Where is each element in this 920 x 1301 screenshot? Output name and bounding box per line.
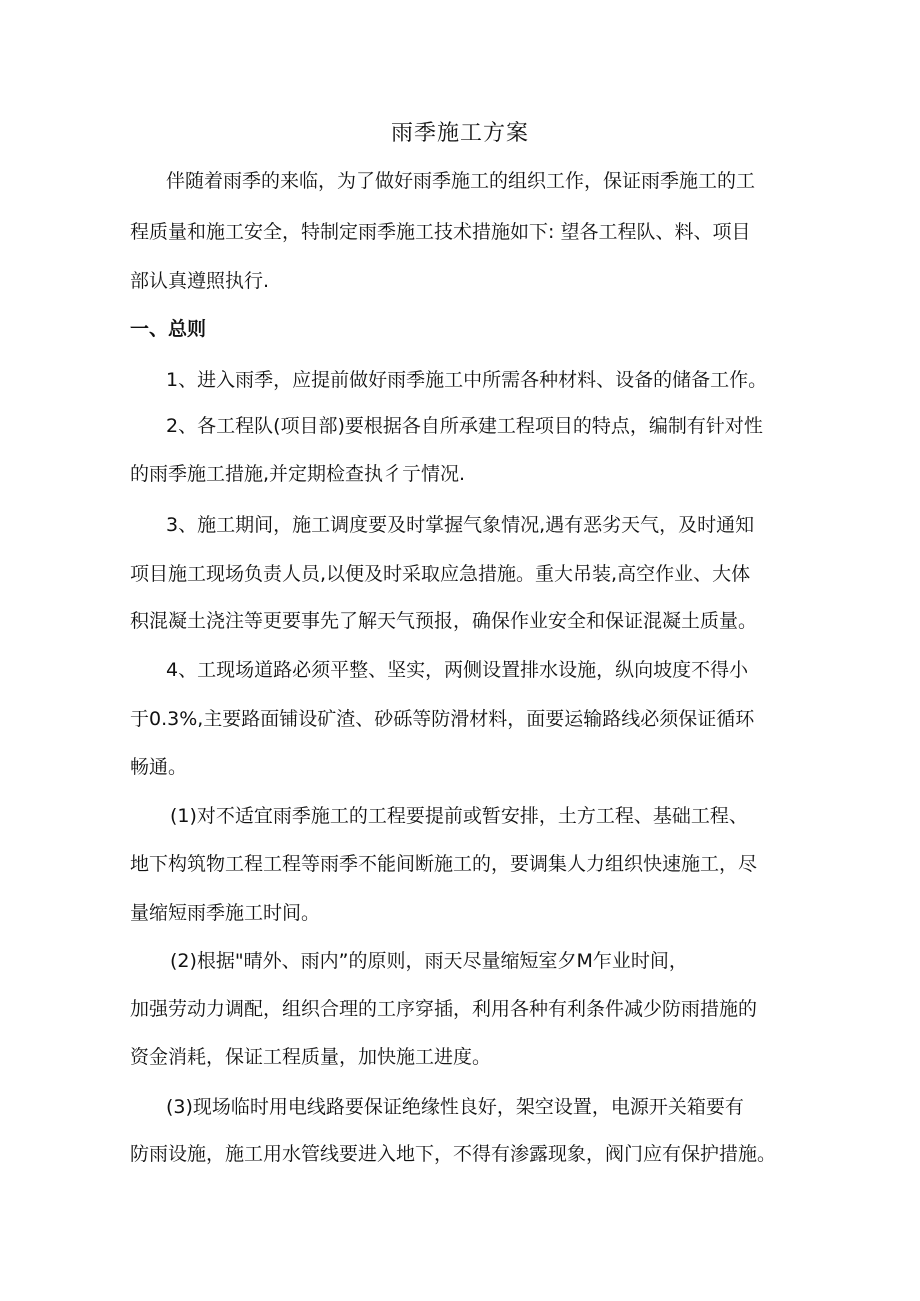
item-3-line-1: 3、施工期间，施工调度要及时掌握气象情况,遇有恶劣天气，及时通知 [166, 514, 755, 536]
sub-3-line-1: (3)现场临时用电线路要保证绝缘性良好，架空设置，电源开关箱要有 [166, 1096, 744, 1118]
sub-2-line-1: (2)根据"晴外、雨内”的原则，雨天尽量缩短室夕M乍业时间， [170, 950, 688, 972]
intro-line-3: 部认真遵照执行. [130, 270, 270, 292]
item-4-line-1: 4、工现场道路必须平整、坚实，两侧设置排水设施，纵向坡度不得小 [166, 659, 749, 681]
item-2-line-2: 的雨季施工措施,并定期检查执彳亍情况. [130, 463, 466, 485]
sub-1-line-2: 地下构筑物工程工程等雨季不能间断施工的，要调集人力组织快速施工，尽 [130, 853, 758, 875]
sub-2-line-2: 加强劳动力调配，组织合理的工序穿插，利用各种有利条件减少防雨措施的 [130, 998, 758, 1020]
item-4-line-3: 畅通。 [130, 756, 188, 778]
intro-line-1: 伴随着雨季的来临，为了做好雨季施工的组织工作，保证雨季施工的工 [166, 170, 756, 192]
sub-1-line-1: (1)对不适宜雨季施工的工程要提前或暂安排，土方工程、基础工程、 [170, 805, 748, 827]
item-1-line-1: 1、进入雨季，应提前做好雨季施工中所需各种材料、设备的储备工作。 [166, 369, 768, 391]
page-title: 雨季施工方案 [390, 121, 529, 146]
sub-3-line-2: 防雨设施，施工用水管线要进入地下，不得有渗露现象，阀门应有保护措施。 [130, 1143, 777, 1165]
section-heading: 一、总则 [130, 318, 207, 340]
item-2-line-1: 2、各工程队(项目部)要根据各自所承建工程项目的特点，编制有针对性 [166, 415, 763, 437]
item-4-line-2: 于0.3%,主要路面铺设矿渣、砂砾等防滑材料，面要运输路线必须保证循环 [130, 708, 755, 730]
sub-1-line-3: 量缩短雨季施工时间。 [130, 902, 321, 924]
intro-line-2: 程质量和施工安全，特制定雨季施工技术措施如下: 望各工程队、料、项目 [130, 221, 751, 243]
item-3-line-3: 积混凝土浇注等更要事先了解天气预报，确保作业安全和保证混凝土质量。 [130, 610, 758, 632]
sub-2-line-3: 资金消耗，保证工程质量，加快施工进度。 [130, 1046, 492, 1068]
item-3-line-2: 项目施工现场负责人员,以便及时采取应急措施。重大吊装,高空作业、大体 [130, 563, 751, 585]
